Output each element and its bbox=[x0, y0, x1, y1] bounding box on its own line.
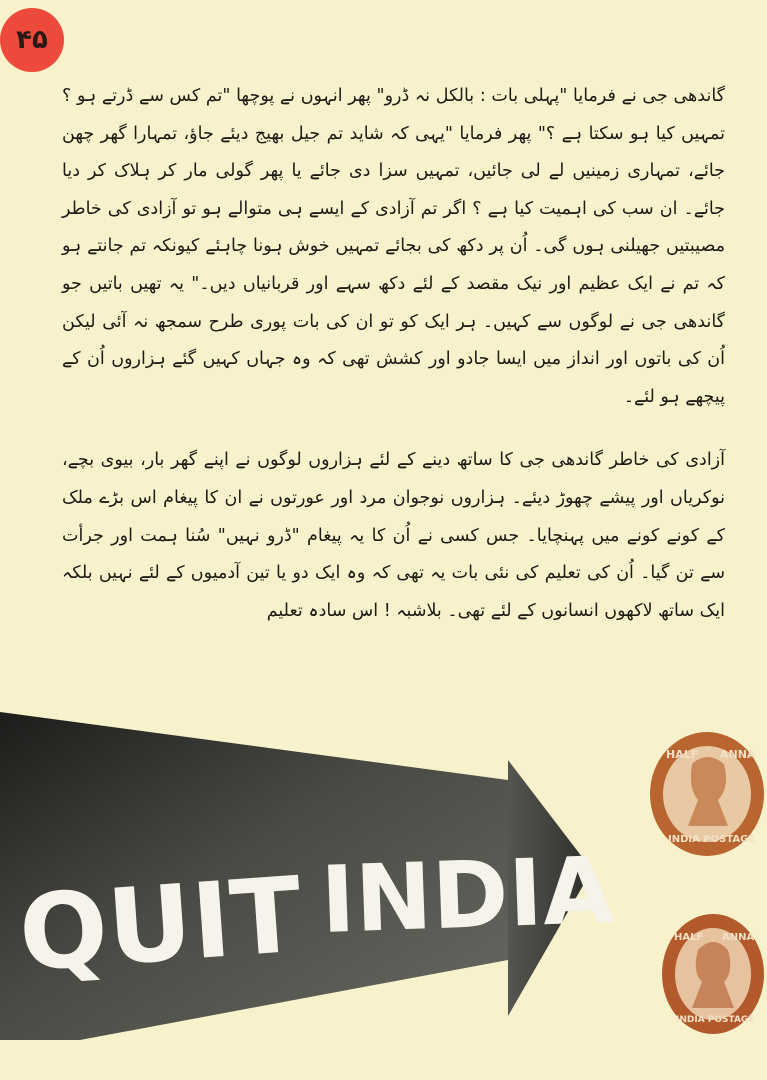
stamp2-label-right: ANNA bbox=[722, 932, 755, 943]
page-number-badge bbox=[0, 8, 64, 72]
stamp-queen bbox=[660, 912, 766, 1036]
sign-word-quit: QUIT bbox=[15, 853, 306, 995]
paragraph-1: گاندھی جی نے فرمایا "پہلی بات : بالکل نہ ڈرو" پھر انہوں نے پوچھا "تم کس سے ڈرتے ہو ؟ تمہیں کیا ہو سکتا ہے ؟" پھر فرمایا "یہی کہ شاید تم جیل بھیج دیئے جاؤ، تمہارا گھر چھن جائے، تمہاری زمینیں لے لی جائیں، تمہیں سزا دی جائے یا پھر گولی مار کر ہلاک کر دیا جائے۔ ان سب کی اہمیت کیا ہے ؟ اگر تم آزادی کے ایسے ہی متوالے ہو تو آزادی کی خاطر مصیبتیں جھیلنی ہوں گی۔ اُن پر دکھ کی بجائے تمہیں خوش ہونا چاہئے کیونکہ تم جانتے ہو کہ تم نے ایک عظیم اور نیک مقصد کے لئے دکھ سہے اور قربانیاں دیں۔" یہ تھیں باتیں جو گاندھی جی نے لوگوں سے کہیں۔ ہر ایک کو تو ان کی بات پوری طرح سمجھ نہ آئی لیکن اُن کی باتوں اور انداز میں ایسا جادو اور کشش تھی کہ وہ جہاں کہیں گئے ہزاروں اُن کے پیچھے ہو لئے۔ bbox=[62, 86, 725, 407]
stamp-label-right: ANNA bbox=[720, 748, 756, 761]
stamp2-label-left: HALF bbox=[674, 932, 704, 943]
sign-word-india: INDIA bbox=[319, 836, 616, 954]
body-text bbox=[62, 78, 725, 630]
arrow-sign-image bbox=[0, 680, 640, 1040]
paragraph-2: آزادی کی خاطر گاندھی جی کا ساتھ دینے کے لئے ہزاروں لوگوں نے اپنے گھر بار، بیوی بچے، نوکریاں اور پیشے چھوڑ دیئے۔ ہزاروں نوجوان مرد اور عورتوں نے ان کا پیغام اس بڑے ملک کے کونے کونے میں پہنچایا۔ جس کسی نے اُن کا یہ پیغام "ڈرو نہیں" سُنا ہمت اور جرأت سے تن گیا۔ اُن کی تعلیم کی نئی بات یہ تھی کہ وہ ایک دو یا تین آدمیوں کے لئے نہیں بلکہ ایک ساتھ لاکھوں انسانوں کے لئے تھی۔ بلاشبہ ! اس سادہ تعلیم bbox=[62, 450, 725, 621]
queen-portrait-icon bbox=[692, 942, 734, 1008]
king-portrait-icon bbox=[688, 757, 728, 826]
stamp2-label-bottom: INDIA POSTAGE bbox=[676, 1015, 755, 1025]
quit-india-sign-photo bbox=[0, 680, 640, 1040]
stamp-label-bottom: INDIA POSTAGE bbox=[668, 834, 756, 845]
stamp-king-george bbox=[648, 730, 766, 858]
page-number: ۴۵ bbox=[16, 25, 48, 55]
stamp-label-left: HALF bbox=[666, 748, 699, 761]
